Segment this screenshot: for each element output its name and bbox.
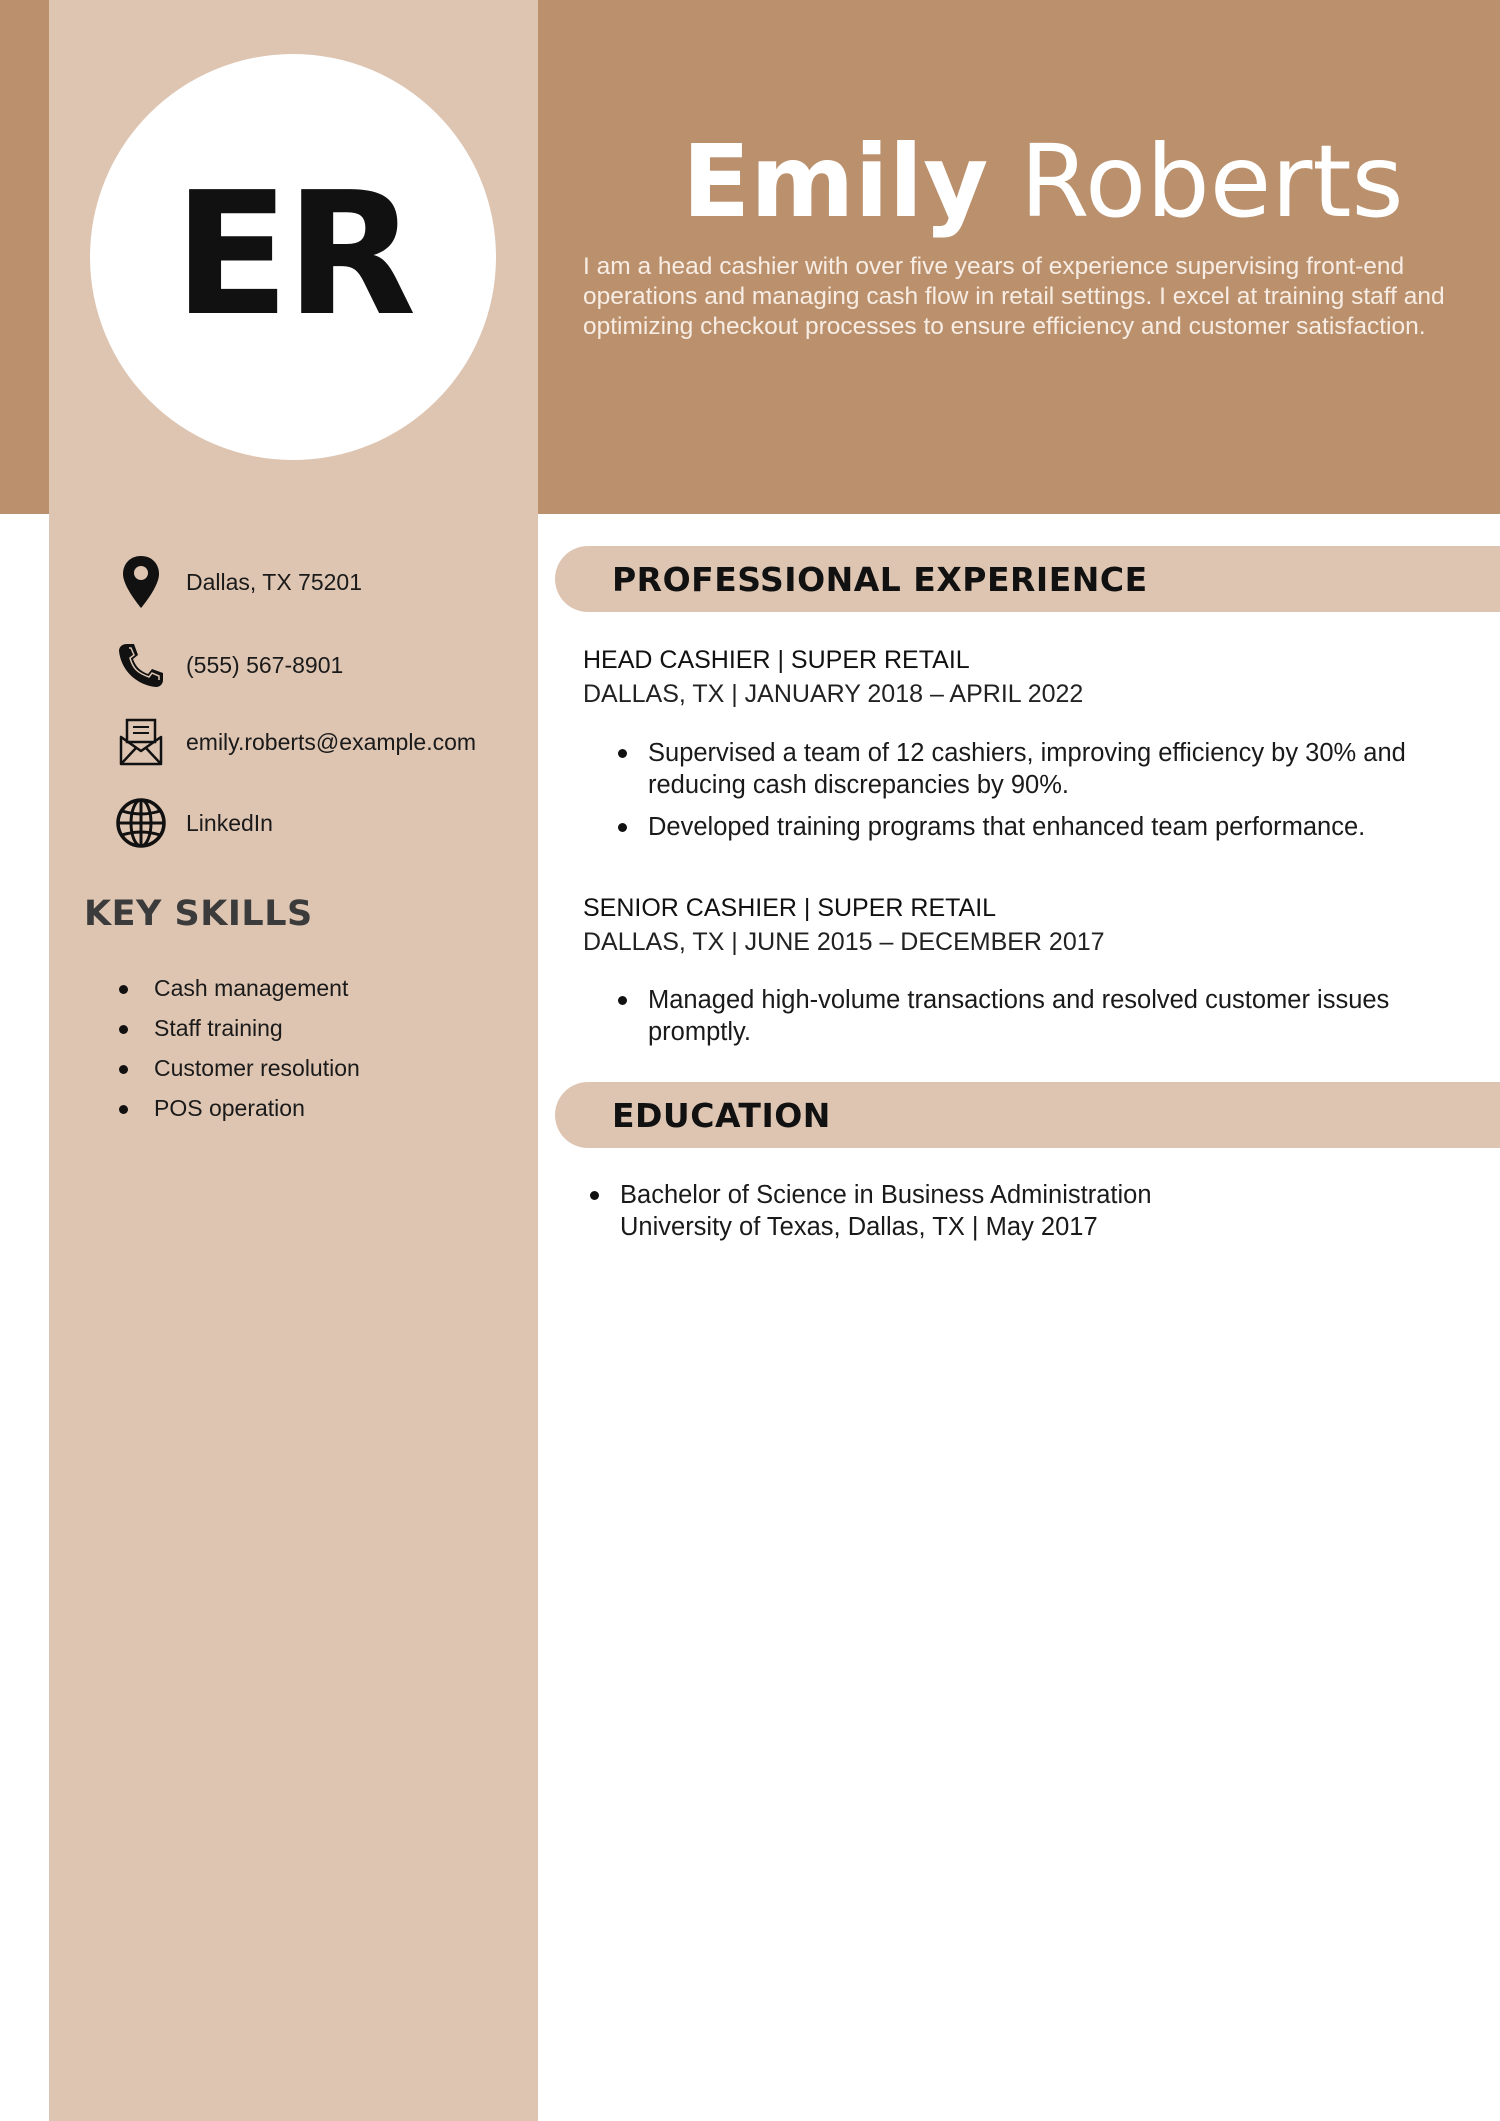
job-bullets <box>610 984 1470 1048</box>
phone-icon <box>112 636 170 694</box>
contact-email[interactable] <box>112 712 532 772</box>
phone-text: (555) 567-8901 <box>186 651 344 678</box>
contact-linkedin[interactable] <box>112 793 532 853</box>
map-pin-icon <box>112 553 170 611</box>
candidate-name <box>682 122 1404 242</box>
first-name: Emily <box>682 123 989 240</box>
education-header-bar <box>555 1082 1500 1148</box>
contact-location <box>112 552 532 612</box>
list-item: Cash management <box>110 970 360 1010</box>
job-title: SENIOR CASHIER | SUPER RETAIL <box>583 894 997 922</box>
monogram-circle <box>90 54 496 460</box>
experience-header-bar <box>555 546 1500 612</box>
job-meta: DALLAS, TX | JUNE 2015 – DECEMBER 2017 <box>583 928 1105 956</box>
job-bullets <box>610 737 1470 843</box>
list-item: Customer resolution <box>110 1050 360 1090</box>
linkedin-link[interactable]: LinkedIn <box>186 809 273 836</box>
monogram-initials: ER <box>173 156 413 354</box>
list-item: Managed high-volume transactions and resolved customer issues promptly. <box>610 984 1470 1048</box>
education-list <box>582 1179 1442 1243</box>
email-text[interactable]: emily.roberts@example.com <box>186 728 477 755</box>
globe-icon <box>112 794 170 852</box>
education-heading: EDUCATION <box>612 1095 831 1135</box>
list-item: Staff training <box>110 1010 360 1050</box>
degree-text: Bachelor of Science in Business Administration <box>620 1181 1152 1209</box>
list-item: Supervised a team of 12 cashiers, improving efficiency by 30% and reducing cash discrepancies by 90%. <box>610 737 1470 801</box>
list-item: Developed training programs that enhanced team performance. <box>610 811 1470 843</box>
location-text: Dallas, TX 75201 <box>186 568 363 595</box>
job-meta: DALLAS, TX | JANUARY 2018 – APRIL 2022 <box>583 680 1084 708</box>
last-name: Roberts <box>1020 123 1404 240</box>
job-title: HEAD CASHIER | SUPER RETAIL <box>583 646 970 674</box>
school-text: University of Texas, Dallas, TX | May 2017 <box>620 1213 1098 1241</box>
envelope-icon <box>112 713 170 771</box>
experience-heading: PROFESSIONAL EXPERIENCE <box>612 559 1148 599</box>
key-skills-heading: KEY SKILLS <box>84 894 313 934</box>
list-item <box>582 1179 1442 1243</box>
profile-summary: I am a head cashier with over five years of experience supervising front-end operations and managing cash flow in retail settings. I excel at training staff and optimizing checkout processes to ensure efficiency and customer satisfaction. <box>583 253 1445 340</box>
list-item: POS operation <box>110 1090 360 1130</box>
skills-list <box>110 970 360 1130</box>
contact-phone <box>112 635 532 695</box>
